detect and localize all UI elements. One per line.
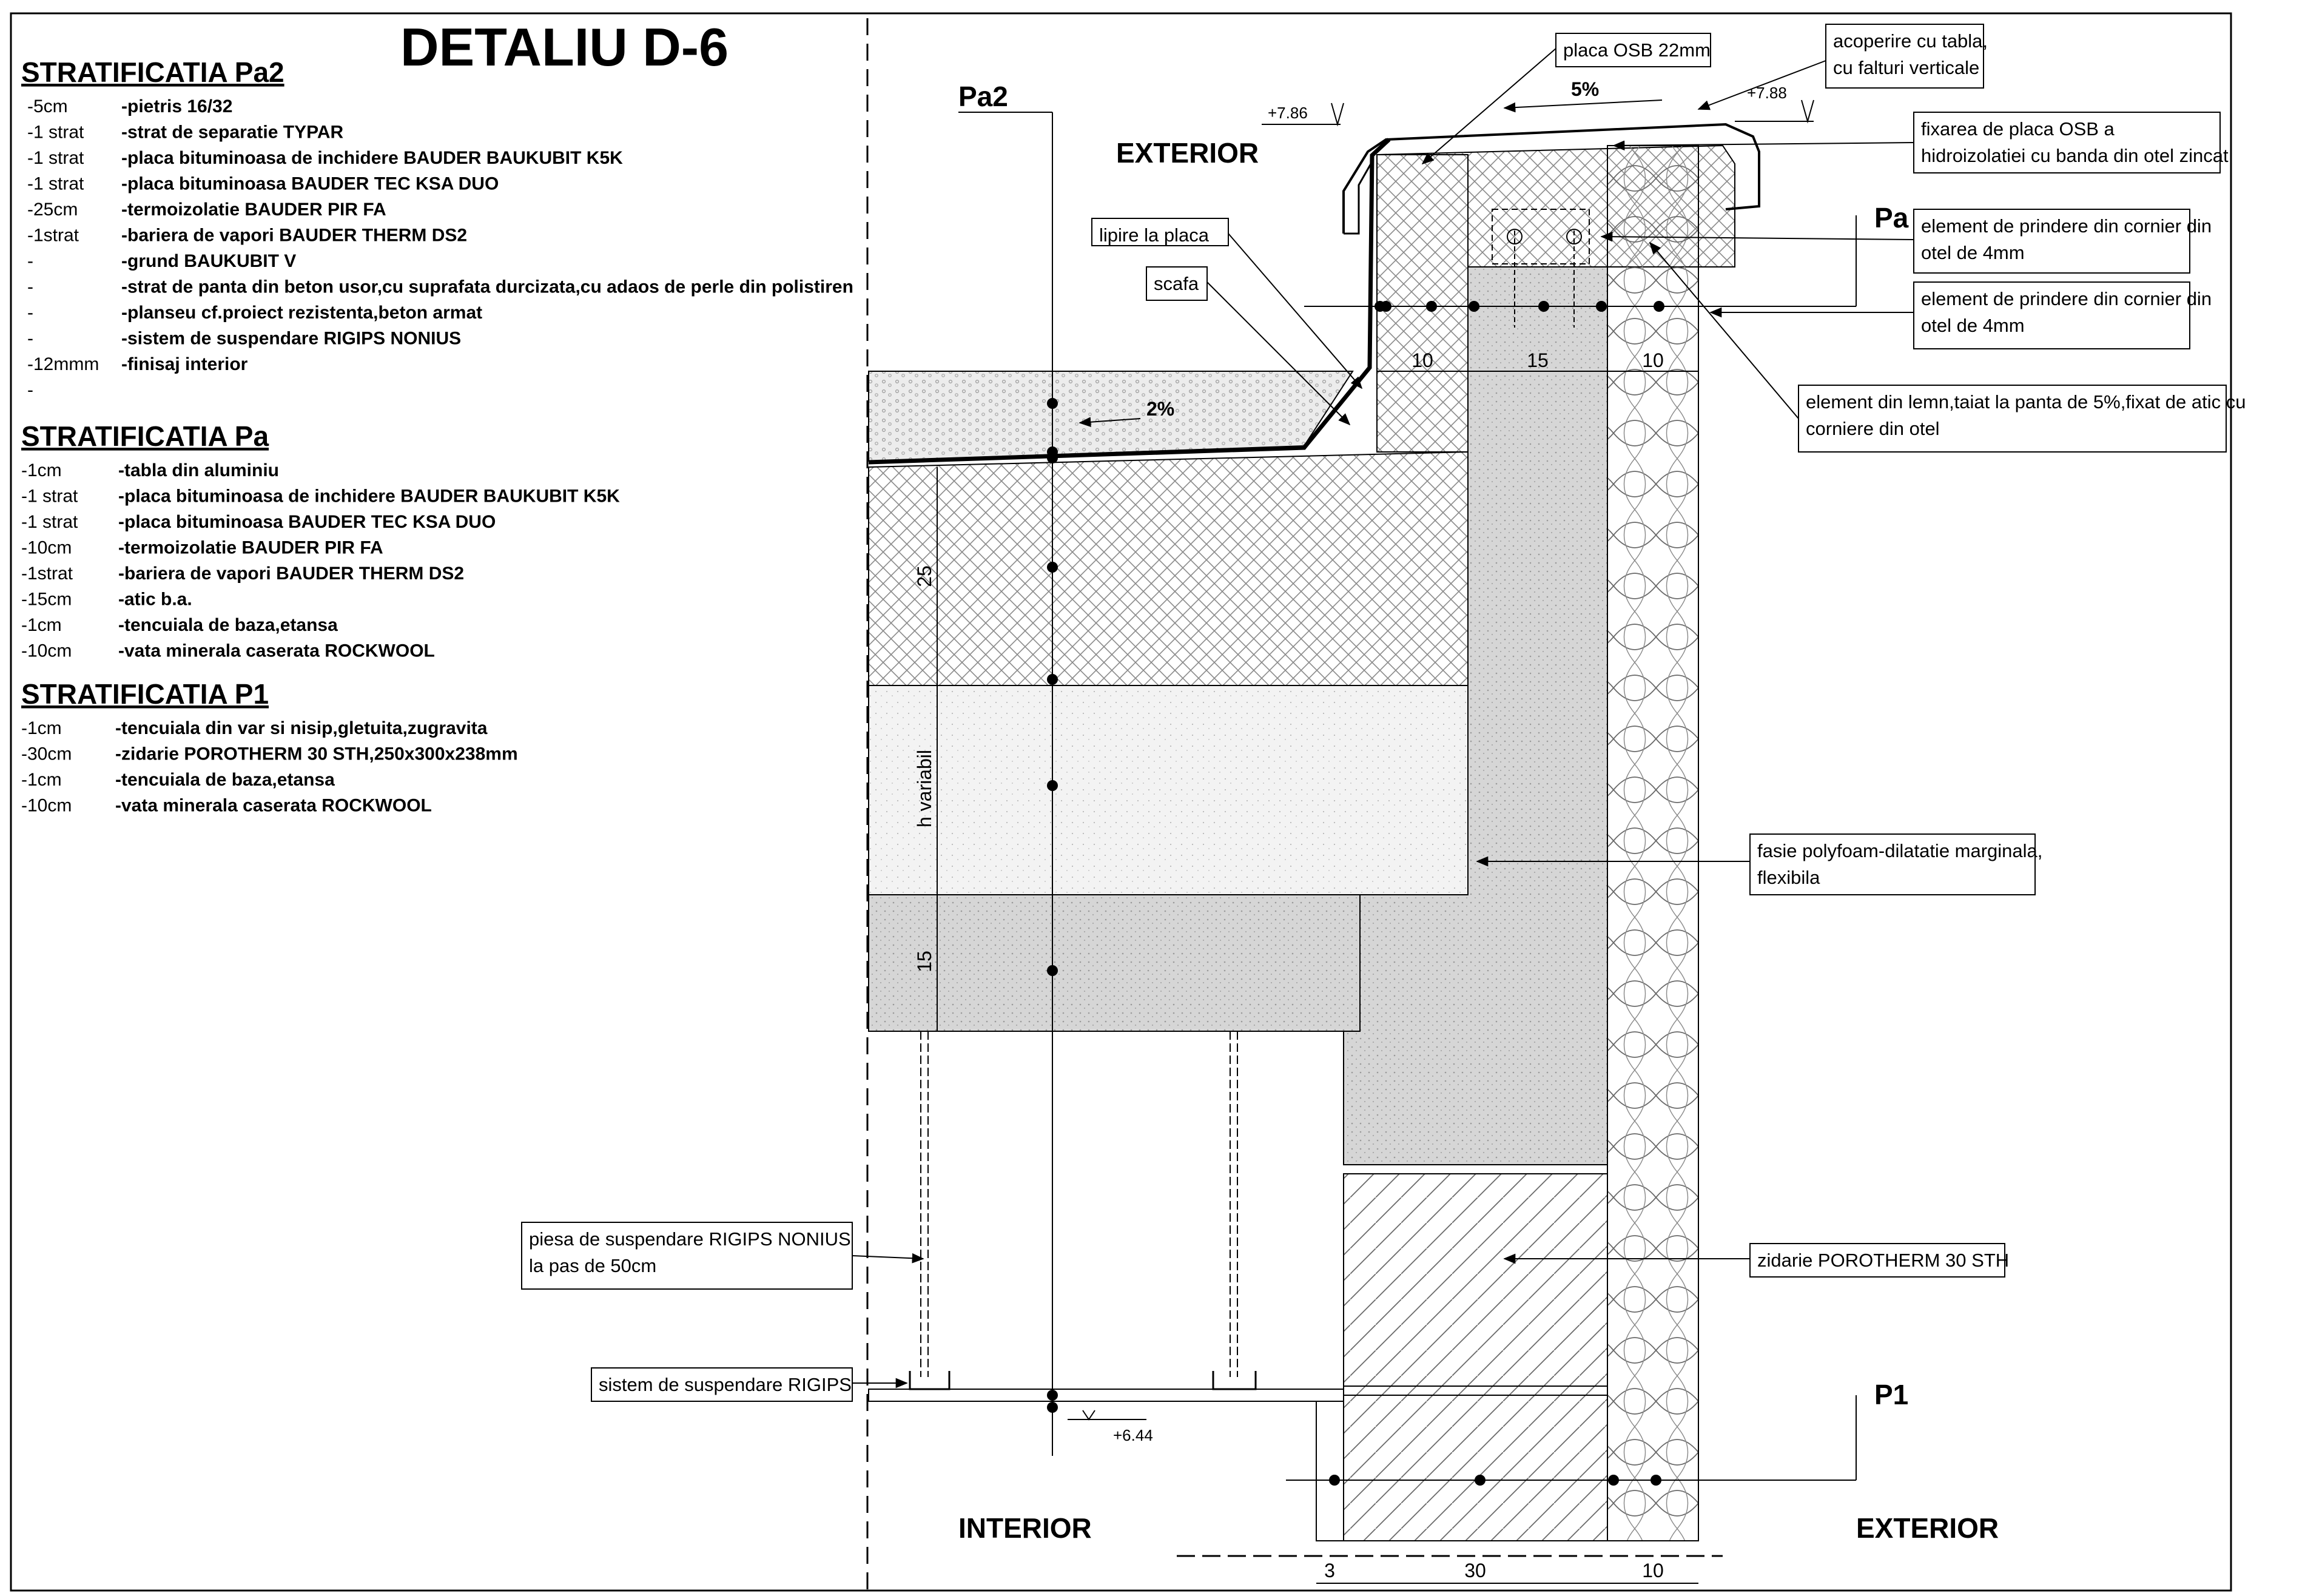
- layer-thickness: -10cm: [21, 641, 72, 661]
- coping-slope-label: 5%: [1571, 78, 1600, 100]
- stratification-dot: [1047, 1390, 1058, 1401]
- callout-text: cu falturi verticale: [1833, 57, 1980, 78]
- stratification-heading: STRATIFICATIA P1: [21, 678, 269, 710]
- section-tag-pa2: Pa2: [958, 81, 1008, 112]
- stratification-dot: [1651, 1475, 1661, 1486]
- section-tag-pa: Pa: [1874, 202, 1909, 234]
- layer-description: -finisaj interior: [121, 354, 248, 374]
- stratification-heading: STRATIFICATIA Pa: [21, 420, 269, 452]
- drawing-title: DETALIU D-6: [400, 17, 729, 77]
- level-triangle: [1083, 1410, 1095, 1419]
- structural-slab: [869, 895, 1360, 1031]
- layer-description: -pietris 16/32: [121, 96, 233, 116]
- callout-text: hidroizolatiei cu banda din otel zincat: [1921, 145, 2229, 166]
- callout-suspension-piece: [522, 1222, 923, 1289]
- ceiling-profile: [1213, 1371, 1256, 1389]
- layer-description: -termoizolatie BAUDER PIR FA: [121, 200, 386, 220]
- slope-concrete: [869, 685, 1468, 895]
- layer-thickness: -: [27, 328, 33, 349]
- roof-slope-label: 2%: [1146, 398, 1175, 420]
- layer-thickness: -1cm: [21, 718, 62, 738]
- layer-thickness: -10cm: [21, 795, 72, 816]
- layer-thickness: -12mmm: [27, 354, 99, 374]
- layer-description: -tabla din aluminiu: [118, 460, 280, 480]
- layer-thickness: -1cm: [21, 770, 62, 790]
- layer-thickness: -: [27, 277, 33, 297]
- callout-text: fixarea de placa OSB a: [1921, 118, 2115, 140]
- dim-insulation-height: 25: [914, 565, 935, 587]
- dim-bottom-wall: 30: [1464, 1560, 1486, 1581]
- callout-text: element de prindere din cornier din: [1921, 288, 2212, 309]
- layer-description: -placa bituminoasa de inchidere BAUDER BAUKUBIT K5K: [121, 148, 623, 168]
- layer-description: -strat de panta din beton usor,cu suprafata durcizata,cu adaos de perle din polistiren: [121, 277, 853, 297]
- stratification-dot: [1426, 301, 1437, 312]
- callout-text: lipire la placa: [1099, 224, 1209, 246]
- layer-thickness: -1strat: [21, 564, 73, 584]
- stratification-dot: [1475, 1475, 1486, 1486]
- dim-slab-height: 15: [914, 951, 935, 972]
- interior-plaster: [1316, 1395, 1344, 1541]
- layer-thickness: -: [27, 303, 33, 323]
- zone-exterior-top: EXTERIOR: [1116, 137, 1259, 169]
- layer-description: -strat de separatie TYPAR: [121, 122, 344, 143]
- callout-text: sistem de suspendare RIGIPS: [599, 1374, 852, 1395]
- dim-parapet-wool: 10: [1642, 349, 1664, 371]
- ceiling-board: [869, 1389, 1344, 1401]
- section-tag-p1: P1: [1874, 1379, 1909, 1410]
- layer-description: -atic b.a.: [118, 589, 192, 610]
- callout-text: piesa de suspendare RIGIPS NONIUS: [529, 1228, 851, 1250]
- layer-description: -bariera de vapori BAUDER THERM DS2: [121, 225, 468, 246]
- stratification-dot: [1047, 453, 1058, 463]
- layer-description: -tencuiala de baza,etansa: [115, 770, 335, 790]
- layer-description: -vata minerala caserata ROCKWOOL: [118, 641, 435, 661]
- layer-thickness: -1 strat: [21, 512, 78, 532]
- zone-interior: INTERIOR: [958, 1512, 1092, 1544]
- stratification-dot: [1047, 562, 1058, 573]
- layer-thickness: -15cm: [21, 589, 72, 610]
- callout-text: element de prindere din cornier din: [1921, 215, 2212, 237]
- roof-insulation: [869, 452, 1468, 685]
- stratification-dot: [1047, 398, 1058, 409]
- callout-leader: [1228, 234, 1362, 388]
- callout-suspension-system: [591, 1368, 907, 1401]
- stratification-dot: [1381, 301, 1391, 312]
- layer-thickness: -1 strat: [21, 486, 78, 507]
- callout-leader: [1614, 143, 1914, 146]
- level-ceiling: +6.44: [1113, 1426, 1153, 1444]
- layer-thickness: -1 strat: [27, 148, 84, 168]
- layer-description: -tencuiala de baza,etansa: [118, 615, 338, 635]
- dim-variable-height: h variabil: [914, 749, 935, 828]
- dim-bottom-plaster: 3: [1324, 1560, 1335, 1581]
- layer-thickness: -1cm: [21, 615, 62, 635]
- layer-description: -placa bituminoasa de inchidere BAUDER BAUKUBIT K5K: [118, 486, 620, 507]
- layer-description: -placa bituminoasa BAUDER TEC KSA DUO: [121, 173, 499, 194]
- zone-exterior-bottom: EXTERIOR: [1856, 1512, 1999, 1544]
- callout-sheet-cover: [1698, 24, 1988, 109]
- layer-thickness: -10cm: [21, 537, 72, 558]
- callout-text: scafa: [1154, 273, 1199, 294]
- callout-text: flexibila: [1757, 867, 1820, 888]
- callout-text: otel de 4mm: [1921, 315, 2025, 336]
- level-triangle: [1331, 103, 1344, 124]
- dim-parapet-concrete: 15: [1527, 349, 1549, 371]
- callout-text: otel de 4mm: [1921, 242, 2025, 263]
- coping-slope-arrow: [1504, 100, 1662, 108]
- layer-description: -planseu cf.proiect rezistenta,beton armat: [121, 303, 483, 323]
- parapet-insulation: [1377, 155, 1468, 452]
- callout-osb-board: [1422, 33, 1711, 164]
- stratification-dot: [1654, 301, 1664, 312]
- layer-description: -zidarie POROTHERM 30 STH,250x300x238mm: [115, 744, 518, 764]
- dim-parapet-insulation: 10: [1412, 349, 1433, 371]
- stratification-dot: [1047, 965, 1058, 976]
- callout-text: la pas de 50cm: [529, 1255, 657, 1276]
- layer-thickness: -1 strat: [27, 173, 84, 194]
- layer-thickness: -1strat: [27, 225, 79, 246]
- stratification-dot: [1538, 301, 1549, 312]
- level-right: +7.88: [1747, 84, 1787, 102]
- callout-text: corniere din otel: [1806, 418, 1940, 439]
- layer-description: -bariera de vapori BAUDER THERM DS2: [118, 564, 465, 584]
- stratification-dot: [1608, 1475, 1619, 1486]
- layer-thickness: -: [27, 380, 33, 400]
- dim-bottom-wool: 10: [1642, 1560, 1664, 1581]
- stratification-dot: [1469, 301, 1479, 312]
- layer-thickness: -30cm: [21, 744, 72, 764]
- layer-thickness: -1cm: [21, 460, 62, 480]
- stratification-heading: STRATIFICATIA Pa2: [21, 56, 284, 88]
- stratification-dot: [1047, 674, 1058, 685]
- layer-description: -tencuiala din var si nisip,gletuita,zugravita: [115, 718, 488, 738]
- metal-coping-drip: [1344, 164, 1371, 234]
- level-triangle: [1802, 100, 1814, 121]
- layer-description: -termoizolatie BAUDER PIR FA: [118, 537, 383, 558]
- layer-thickness: -25cm: [27, 200, 78, 220]
- callout-glued-to-slab: [1092, 218, 1362, 388]
- porotherm-wall: [1344, 1174, 1607, 1541]
- layer-description: -sistem de suspendare RIGIPS NONIUS: [121, 328, 462, 349]
- stratification-dot: [1047, 780, 1058, 791]
- layer-description: -vata minerala caserata ROCKWOOL: [115, 795, 432, 816]
- callout-text: zidarie POROTHERM 30 STH: [1757, 1250, 2010, 1271]
- stratification-dot: [1047, 1402, 1058, 1413]
- layer-description: -placa bituminoasa BAUDER TEC KSA DUO: [118, 512, 496, 532]
- callout-text: placa OSB 22mm: [1563, 39, 1711, 61]
- callout-leader: [852, 1256, 923, 1259]
- layer-thickness: -: [27, 251, 33, 271]
- layer-description: -grund BAUKUBIT V: [121, 251, 297, 271]
- callout-text: fasie polyfoam-dilatatie marginala,: [1757, 840, 2043, 861]
- ceiling-profile: [910, 1371, 949, 1389]
- section-drawing: [869, 100, 1856, 1583]
- callout-text: element din lemn,taiat la panta de 5%,fixat de atic cu: [1806, 391, 2246, 412]
- callout-text: acoperire cu tabla,: [1833, 30, 1988, 52]
- layer-thickness: -1 strat: [27, 122, 84, 143]
- level-left: +7.86: [1268, 104, 1308, 122]
- layer-legend: [21, 56, 853, 816]
- layer-thickness: -5cm: [27, 96, 68, 116]
- stratification-dot: [1596, 301, 1607, 312]
- callout-angle-fixing-2: [1711, 282, 2212, 349]
- stratification-dot: [1329, 1475, 1340, 1486]
